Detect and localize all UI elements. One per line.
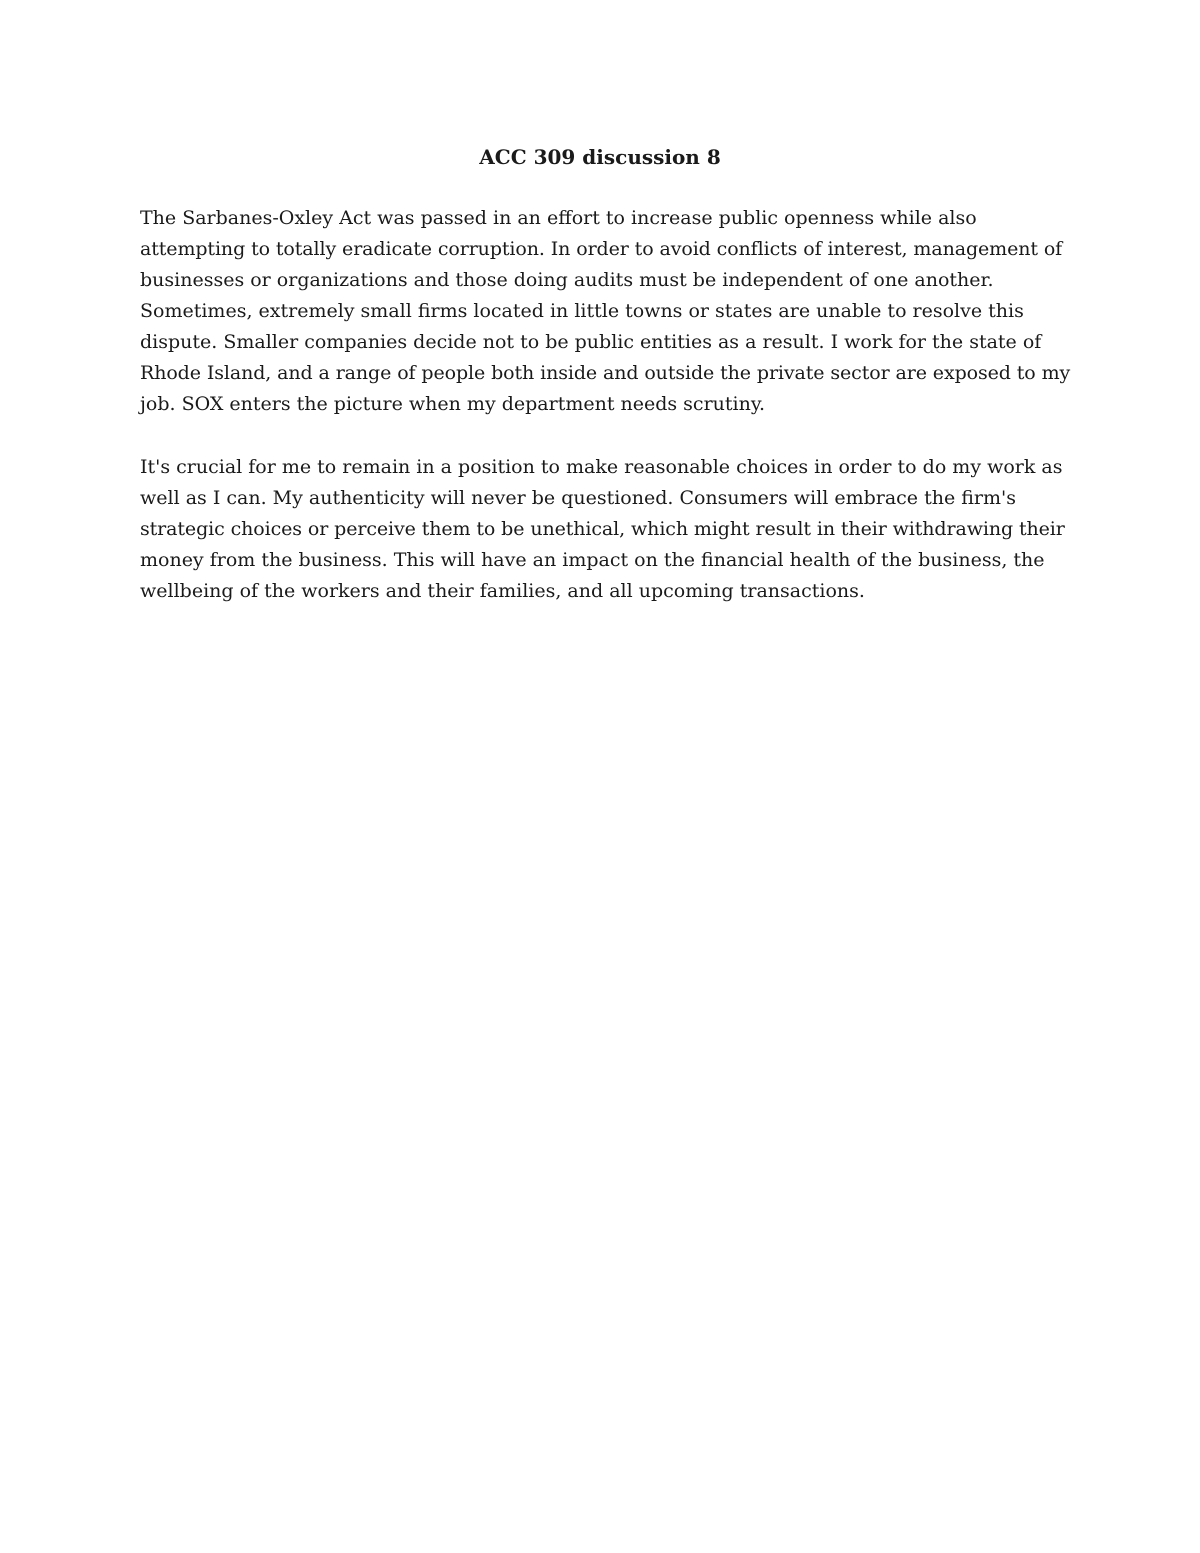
paragraph-1	[140, 203, 1070, 420]
paragraph-line: money from the business. This will have an impact on the financial health of the business, the	[140, 549, 1045, 571]
paragraph-line: dispute. Smaller companies decide not to be public entities as a result. I work for the state of	[140, 331, 1042, 353]
paragraph-line: wellbeing of the workers and their families, and all upcoming transactions.	[140, 580, 865, 602]
paragraph-line: job. SOX enters the picture when my department needs scrutiny.	[140, 393, 766, 415]
paragraph-line: strategic choices or perceive them to be unethical, which might result in their withdrawing their	[140, 518, 1065, 540]
paragraph-line: Rhode Island, and a range of people both inside and outside the private sector are exposed to my	[140, 362, 1071, 384]
paragraph-line: Sometimes, extremely small firms located in little towns or states are unable to resolve this	[140, 300, 1024, 322]
paragraph-line: businesses or organizations and those doing audits must be independent of one another.	[140, 269, 994, 291]
paragraph-2	[140, 452, 1070, 607]
document-title: ACC 309 discussion 8	[479, 145, 721, 169]
paragraph-line: well as I can. My authenticity will never be questioned. Consumers will embrace the firm's	[140, 487, 1016, 509]
paragraph-line: The Sarbanes-Oxley Act was passed in an effort to increase public openness while also	[140, 207, 977, 229]
paragraph-line: It's crucial for me to remain in a position to make reasonable choices in order to do my work as	[140, 456, 1063, 478]
paragraph-line: attempting to totally eradicate corruption. In order to avoid conflicts of interest, management of	[140, 238, 1063, 260]
